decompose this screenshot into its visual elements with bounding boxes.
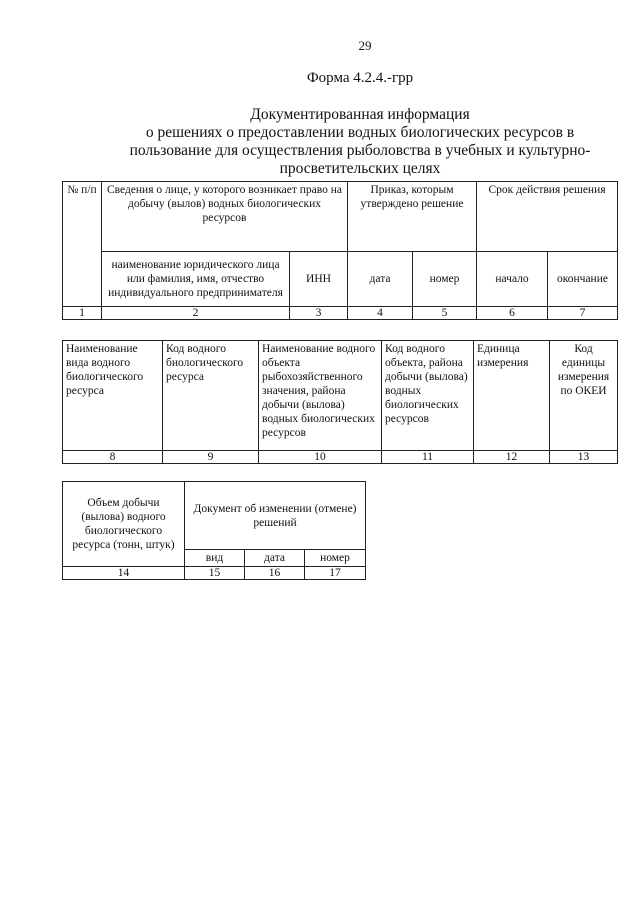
resource-table bbox=[62, 340, 618, 464]
header-approval-order: Приказ, которым утверждено решение bbox=[348, 182, 477, 252]
header-water-object-name: Наименование водного объекта рыбохозяйственного значения, района добычи (вылова) водных биологических ресурсов bbox=[259, 341, 382, 451]
header-order-number: номер bbox=[413, 252, 477, 307]
header-document-kind: вид bbox=[185, 550, 245, 567]
header-water-object-code: Код водного объекта, района добычи (вылова) водных биологических ресурсов bbox=[382, 341, 474, 451]
header-document-date: дата bbox=[245, 550, 305, 567]
decision-holder-table bbox=[62, 181, 618, 320]
column-number: 8 bbox=[63, 451, 163, 464]
column-number: 3 bbox=[290, 307, 348, 320]
form-code: Форма 4.2.4.-грр bbox=[306, 70, 414, 86]
volume-change-table bbox=[62, 481, 366, 580]
header-person-info: Сведения о лице, у которого возникает право на добычу (вылов) водных биологических ресурсов bbox=[102, 182, 348, 252]
page-number: 29 bbox=[358, 38, 372, 53]
header-decision-term: Срок действия решения bbox=[477, 182, 618, 252]
header-term-start: начало bbox=[477, 252, 548, 307]
heading-line-3: пользование для осуществления рыболовства в учебных и культурно- bbox=[129, 142, 591, 159]
document-heading bbox=[120, 106, 600, 178]
header-okei-code: Код единицы измерения по ОКЕИ bbox=[550, 341, 618, 451]
column-number: 16 bbox=[245, 567, 305, 580]
header-resource-name: Наименование вида водного биологического ресурса bbox=[63, 341, 163, 451]
column-number: 14 bbox=[63, 567, 185, 580]
header-change-document: Документ об изменении (отмене) решений bbox=[185, 482, 366, 550]
heading-line-1: Документированная информация bbox=[250, 106, 470, 123]
column-number: 13 bbox=[550, 451, 618, 464]
column-number: 6 bbox=[477, 307, 548, 320]
header-order-date: дата bbox=[348, 252, 413, 307]
header-row-number: № п/п bbox=[63, 182, 102, 307]
column-number: 10 bbox=[259, 451, 382, 464]
heading-line-2: о решениях о предоставлении водных биологических ресурсов в bbox=[145, 124, 575, 141]
column-number: 7 bbox=[548, 307, 618, 320]
heading-line-4: просветительских целях bbox=[279, 160, 441, 177]
column-number: 1 bbox=[63, 307, 102, 320]
header-resource-code: Код водного биологического ресурса bbox=[163, 341, 259, 451]
header-catch-volume: Объем добычи (вылова) водного биологического ресурса (тонн, штук) bbox=[63, 482, 185, 567]
column-number: 4 bbox=[348, 307, 413, 320]
column-number: 9 bbox=[163, 451, 259, 464]
column-number: 2 bbox=[102, 307, 290, 320]
column-number: 15 bbox=[185, 567, 245, 580]
header-entity-name: наименование юридического лица или фамилия, имя, отчество индивидуального предпринимателя bbox=[102, 252, 290, 307]
column-number: 11 bbox=[382, 451, 474, 464]
header-document-number: номер bbox=[305, 550, 366, 567]
column-number: 17 bbox=[305, 567, 366, 580]
header-inn: ИНН bbox=[290, 252, 348, 307]
column-number: 12 bbox=[474, 451, 550, 464]
header-unit: Единица измерения bbox=[474, 341, 550, 451]
header-term-end: окончание bbox=[548, 252, 618, 307]
column-number: 5 bbox=[413, 307, 477, 320]
